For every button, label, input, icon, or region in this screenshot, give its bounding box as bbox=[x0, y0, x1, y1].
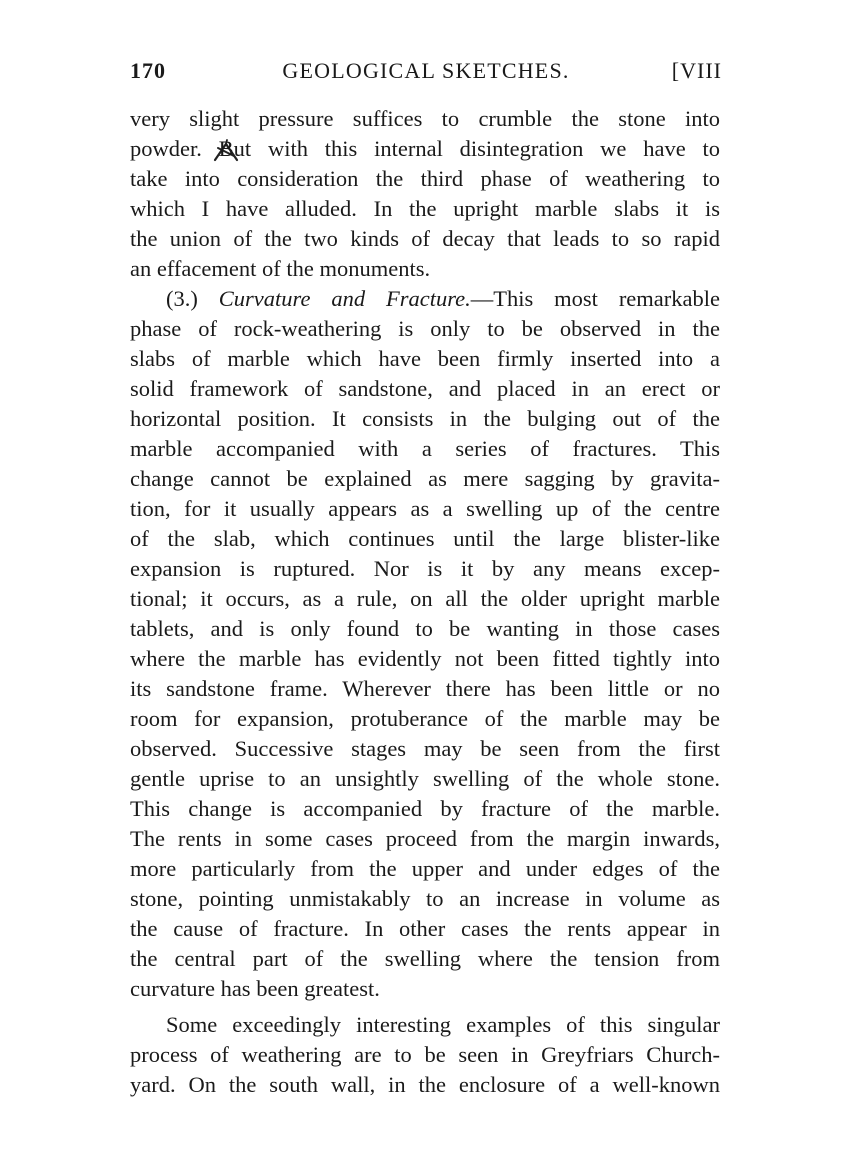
text-line: stone, pointing unmistakably to an increase in volume as bbox=[130, 886, 720, 911]
paragraph-2 bbox=[130, 284, 720, 1004]
text-line: the central part of the swelling where the tension from bbox=[130, 946, 720, 971]
text-line: This change is accompanied by fracture of the marble. bbox=[130, 796, 720, 821]
text-line: change cannot be explained as mere sagging by gravita- bbox=[130, 466, 720, 491]
text-line: gentle uprise to an unsightly swelling of the whole stone. bbox=[130, 766, 720, 791]
text-line: slabs of marble which have been firmly inserted into a bbox=[130, 346, 720, 371]
running-title: GEOLOGICAL SKETCHES. bbox=[282, 58, 570, 83]
text-line: take into consideration the third phase of weathering to bbox=[130, 166, 720, 191]
text-line: of the slab, which continues until the large blister-like bbox=[130, 526, 720, 551]
text-line: expansion is ruptured. Nor is it by any means excep- bbox=[130, 556, 720, 581]
text-line: which I have alluded. In the upright marble slabs it is bbox=[130, 196, 720, 221]
chapter-mark: [VIII bbox=[671, 58, 722, 83]
text-line: tion, for it usually appears as a swelling up of the centre bbox=[130, 496, 720, 521]
text-line: horizontal position. It consists in the bulging out of the bbox=[130, 406, 720, 431]
page-body bbox=[130, 104, 720, 1100]
text-line: powder. But with this internal disintegration we have to bbox=[130, 136, 720, 161]
running-header bbox=[130, 58, 722, 88]
text-line: more particularly from the upper and under edges of the bbox=[130, 856, 720, 881]
text-line: tablets, and is only found to be wanting in those cases bbox=[130, 616, 720, 641]
page-number: 170 bbox=[130, 58, 166, 83]
text-line: phase of rock-weathering is only to be observed in the bbox=[130, 316, 720, 341]
text-line: marble accompanied with a series of fractures. This bbox=[130, 436, 720, 461]
text-line: the cause of fracture. In other cases the rents appear in bbox=[130, 916, 720, 941]
paragraph-1 bbox=[130, 104, 720, 284]
section-heading-line bbox=[130, 284, 720, 314]
text-line: solid framework of sandstone, and placed in an erect or bbox=[130, 376, 720, 401]
text-line: Some exceedingly interesting examples of this singular bbox=[166, 1012, 720, 1037]
text-line: an effacement of the monuments. bbox=[130, 256, 431, 281]
text-line: process of weathering are to be seen in Greyfriars Church- bbox=[130, 1042, 720, 1067]
text-line: curvature has been greatest. bbox=[130, 976, 380, 1001]
text-line: where the marble has evidently not been fitted tightly into bbox=[130, 646, 720, 671]
text-line: tional; it occurs, as a rule, on all the older upright marble bbox=[130, 586, 720, 611]
paragraph-3 bbox=[130, 1010, 720, 1100]
text-line: the union of the two kinds of decay that leads to so rapid bbox=[130, 226, 720, 251]
text-line: The rents in some cases proceed from the margin inwards, bbox=[130, 826, 720, 851]
text-line: —This most remarkable bbox=[470, 286, 721, 311]
text-line: very slight pressure suffices to crumble the stone into bbox=[130, 106, 720, 131]
text-line: its sandstone frame. Wherever there has been little or no bbox=[130, 676, 720, 701]
text-line: yard. On the south wall, in the enclosure of a well-known bbox=[130, 1072, 720, 1097]
text-line: observed. Successive stages may be seen from the first bbox=[130, 736, 720, 761]
section-heading: Curvature and Fracture. bbox=[218, 286, 471, 311]
section-number: (3.) bbox=[166, 286, 198, 311]
text-line: room for expansion, protuberance of the marble may be bbox=[130, 706, 720, 731]
